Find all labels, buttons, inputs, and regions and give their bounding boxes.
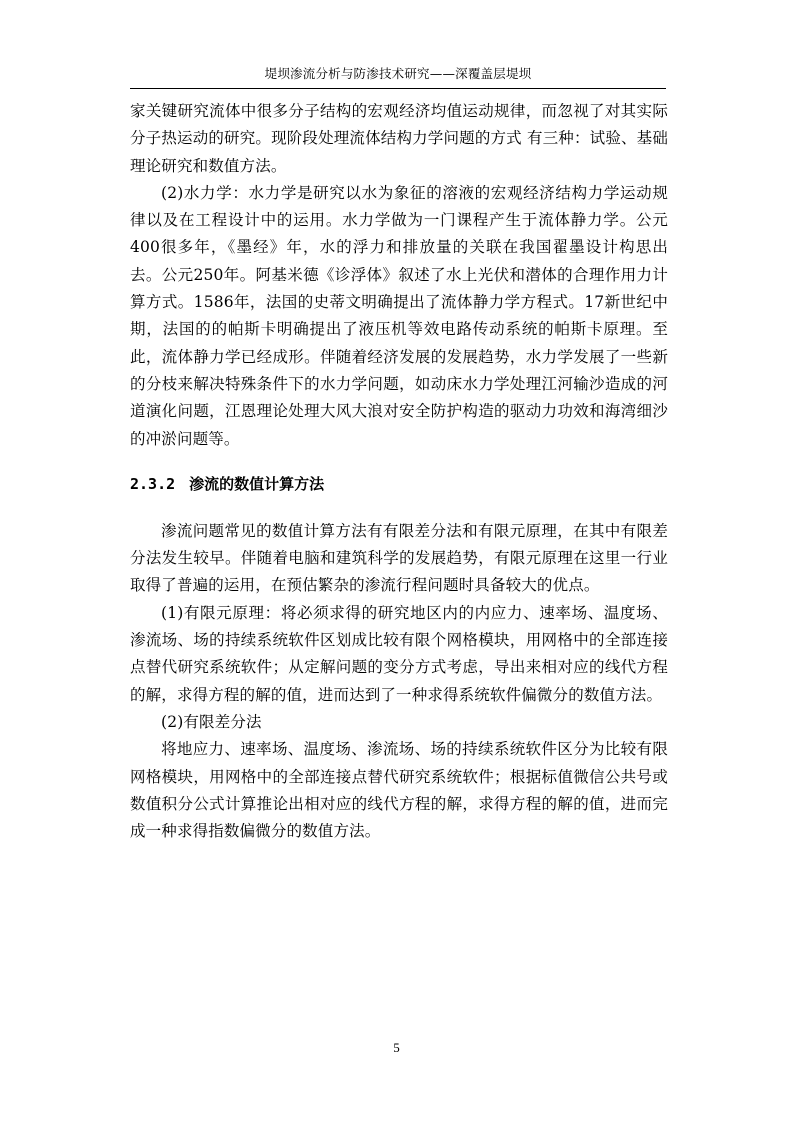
paragraph-fdm-heading: (2)有限差分法 xyxy=(161,712,262,731)
section-title: 渗流的数值计算方法 xyxy=(189,474,325,493)
header-rule xyxy=(130,88,666,89)
running-header: 堤坝渗流分析与防渗技术研究——深覆盖层堤坝 xyxy=(264,66,532,81)
page-number: 5 xyxy=(393,1040,400,1055)
page-body xyxy=(130,98,668,845)
paragraph-intro: 渗流问题常见的数值计算方法有有限差分法和有限元原理，在其中有限差分法发生较早。伴随着电脑和建筑科学的发展趋势，有限元原理在这里一行业取得了普遍的运用，在预估繁杂的渗流行程问题时具备较大的优点。 xyxy=(130,521,668,595)
section-number: 2.3.2 xyxy=(130,474,176,493)
paragraph-fem: (1)有限元原理：将必须求得的研究地区内的内应力、速率场、温度场、渗流场、场的持续系统软件区划成比较有限个网格模块，用网格中的全部连接点替代研究系统软件；从定解问题的变分方式考虑，导出来相对应的线代方程的解，求得方程的解的值，进而达到了一种求得系统软件偏微分的数值方法。 xyxy=(130,603,668,704)
paragraph-fdm: 将地应力、速率场、温度场、渗流场、场的持续系统软件区分为比较有限网格模块，用网格中的全部连接点替代研究系统软件；根据标值微信公共号或数值积分公式计算推论出相对应的线代方程的解，求得方程的解的值，进而完成一种求得指数偏微分的数值方法。 xyxy=(130,740,668,841)
paragraph-continued: 家关键研究流体中很多分子结构的宏观经济均值运动规律，而忽视了对其实际分子热运动的研究。现阶段处理流体结构力学问题的方式 有三种：试验、基础理论研究和数值方法。 xyxy=(130,102,668,175)
paragraph-hydraulics: (2)水力学：水力学是研究以水为象征的溶液的宏观经济结构力学运动规律以及在工程设计中的运用。水力学做为一门课程产生于流体静力学。公元400很多年，《墨经》年，水的浮力和排放量的关联在我国翟墨设计构思出去。公元250年。阿基米德《诊浮体》叙述了水上光伏和潜体的合理作用力计算方式。1586年，法国的史蒂文明确提出了流体静力学方程式。17新世纪中期，法国的的帕斯卡明确提出了液压机等效电路传动系统的帕斯卡原理。至此，流体静力学已经成形。伴随着经济发展的发展趋势，水力学发展了一些新的分枝来解决特殊条件下的水力学问题，如动床水力学处理江河输沙造成的河道演化问题，江恩理论处理大风大浪对安全防护构造的驱动力功效和海湾细沙的冲淤问题等。 xyxy=(130,183,668,448)
section-heading xyxy=(130,472,668,496)
